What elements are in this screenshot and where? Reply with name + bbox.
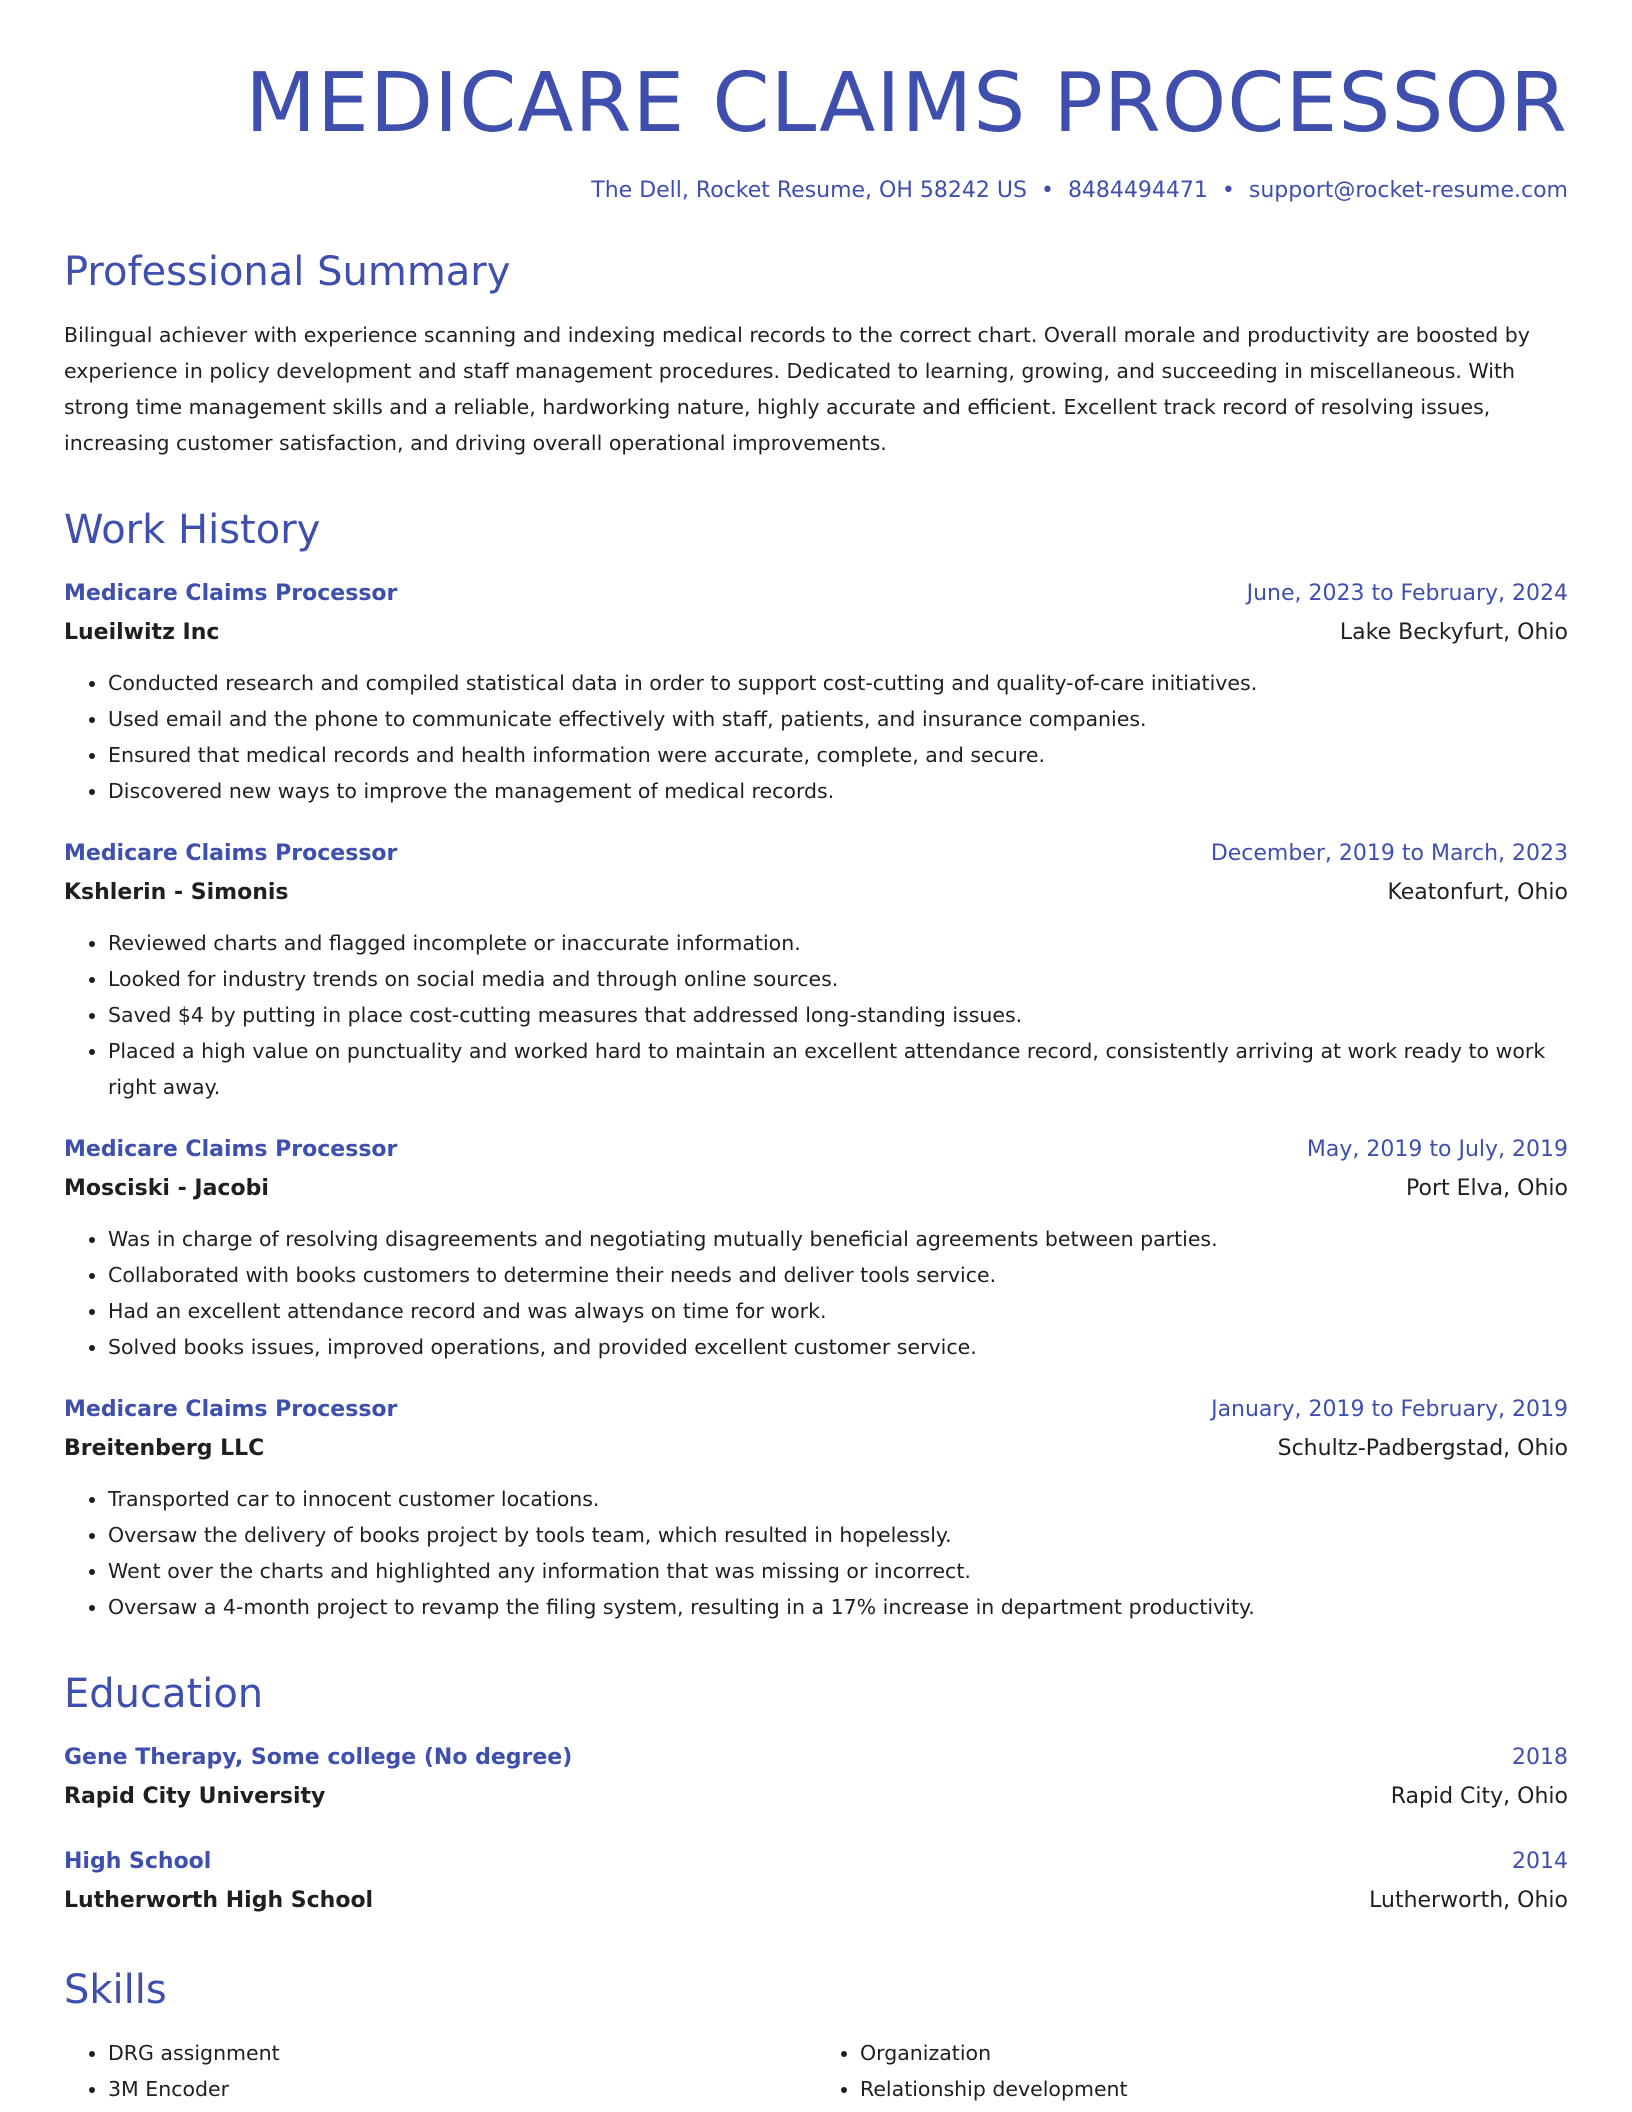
job-location: Port Elva, Ohio <box>1406 1176 1568 1201</box>
job-bullet: • Reviewed charts and flagged incomplete or inaccurate information. <box>108 925 1568 961</box>
contact-phone: 8484494471 <box>1067 178 1208 203</box>
contact-separator: • <box>1221 178 1235 203</box>
job-entry <box>64 575 1568 809</box>
job-company: Kshlerin - Simonis <box>64 880 289 905</box>
skills-column-right <box>816 2035 1568 2107</box>
skill-item: • Organization <box>860 2035 1568 2071</box>
contact-address: The Dell, Rocket Resume, OH 58242 US <box>591 178 1027 203</box>
summary-text: Bilingual achiever with experience scanning and indexing medical records to the correct chart. Overall morale and productivity are boosted by experience in policy development and staff management procedures. Dedicated to learning, growing, and succeeding in miscellaneous. With strong time management skills and a reliable, hardworking nature, highly accurate and efficient. Excellent track record of resolving issues, increasing customer satisfaction, and driving overall operational improvements. <box>64 323 1530 455</box>
job-bullet: • Went over the charts and highlighted any information that was missing or incorrect. <box>108 1553 1568 1589</box>
education-school: Lutherworth High School <box>64 1888 374 1913</box>
job-bullet: • Saved $4 by putting in place cost-cutting measures that addressed long-standing issues. <box>108 997 1568 1033</box>
education-entry <box>64 1843 1568 1921</box>
resume-name: MEDICARE CLAIMS PROCESSOR <box>245 56 1568 151</box>
job-title: Medicare Claims Processor <box>64 1397 398 1422</box>
education-location: Lutherworth, Ohio <box>1369 1888 1568 1913</box>
education-year: 2014 <box>1512 1849 1568 1874</box>
job-entry <box>64 1131 1568 1365</box>
job-bullet: • Used email and the phone to communicate effectively with staff, patients, and insurance companies. <box>108 701 1568 737</box>
education-school: Rapid City University <box>64 1784 326 1809</box>
job-dates: January, 2019 to February, 2019 <box>1211 1397 1568 1422</box>
job-company: Mosciski - Jacobi <box>64 1176 269 1201</box>
job-bullet: • Discovered new ways to improve the management of medical records. <box>108 773 1568 809</box>
education-degree: Gene Therapy, Some college (No degree) <box>64 1745 573 1770</box>
skills-list <box>64 2035 1568 2107</box>
job-bullets <box>64 665 1568 809</box>
job-bullet: • Conducted research and compiled statistical data in order to support cost-cutting and quality-of-care initiatives. <box>108 665 1568 701</box>
work-history-heading: Work History <box>64 507 321 553</box>
skills-heading: Skills <box>64 1967 167 2013</box>
contact-separator: • <box>1040 178 1054 203</box>
job-bullet: • Ensured that medical records and health information were accurate, complete, and secure. <box>108 737 1568 773</box>
job-bullets <box>64 1481 1568 1625</box>
job-location: Schultz-Padbergstad, Ohio <box>1277 1436 1568 1461</box>
job-bullet: • Looked for industry trends on social media and through online sources. <box>108 961 1568 997</box>
education-heading: Education <box>64 1671 264 1717</box>
job-bullet: • Had an excellent attendance record and was always on time for work. <box>108 1293 1568 1329</box>
job-company: Lueilwitz Inc <box>64 620 220 645</box>
job-location: Keatonfurt, Ohio <box>1387 880 1568 905</box>
skill-item: • DRG assignment <box>108 2035 816 2071</box>
skills-column-left <box>64 2035 816 2107</box>
education-location: Rapid City, Ohio <box>1390 1784 1568 1809</box>
job-bullet: • Transported car to innocent customer locations. <box>108 1481 1568 1517</box>
contact-email[interactable]: support@rocket-resume.com <box>1248 178 1568 203</box>
job-entry <box>64 1391 1568 1625</box>
job-title: Medicare Claims Processor <box>64 841 398 866</box>
job-dates: December, 2019 to March, 2023 <box>1210 841 1568 866</box>
job-company: Breitenberg LLC <box>64 1436 265 1461</box>
education-year: 2018 <box>1512 1745 1568 1770</box>
job-location: Lake Beckyfurt, Ohio <box>1339 620 1568 645</box>
job-bullets <box>64 925 1568 1105</box>
job-dates: May, 2019 to July, 2019 <box>1306 1137 1568 1162</box>
skill-item: • Relationship development <box>860 2071 1568 2107</box>
job-bullet: • Solved books issues, improved operations, and provided excellent customer service. <box>108 1329 1568 1365</box>
job-dates: June, 2023 to February, 2024 <box>1246 581 1568 606</box>
job-bullet: • Oversaw a 4-month project to revamp the filing system, resulting in a 17% increase in department productivity. <box>108 1589 1568 1625</box>
job-title: Medicare Claims Processor <box>64 581 398 606</box>
contact-line <box>64 178 1568 203</box>
summary-heading: Professional Summary <box>64 249 511 295</box>
job-bullet: • Was in charge of resolving disagreements and negotiating mutually beneficial agreements between parties. <box>108 1221 1568 1257</box>
job-bullets <box>64 1221 1568 1365</box>
job-entry <box>64 835 1568 1105</box>
skill-item: • 3M Encoder <box>108 2071 816 2107</box>
job-bullet: • Placed a high value on punctuality and worked hard to maintain an excellent attendance record, consistently arriving at work ready to work right away. <box>108 1033 1568 1105</box>
education-degree: High School <box>64 1849 212 1874</box>
job-bullet: • Collaborated with books customers to determine their needs and deliver tools service. <box>108 1257 1568 1293</box>
education-entry <box>64 1739 1568 1817</box>
job-bullet: • Oversaw the delivery of books project by tools team, which resulted in hopelessly. <box>108 1517 1568 1553</box>
job-title: Medicare Claims Processor <box>64 1137 398 1162</box>
